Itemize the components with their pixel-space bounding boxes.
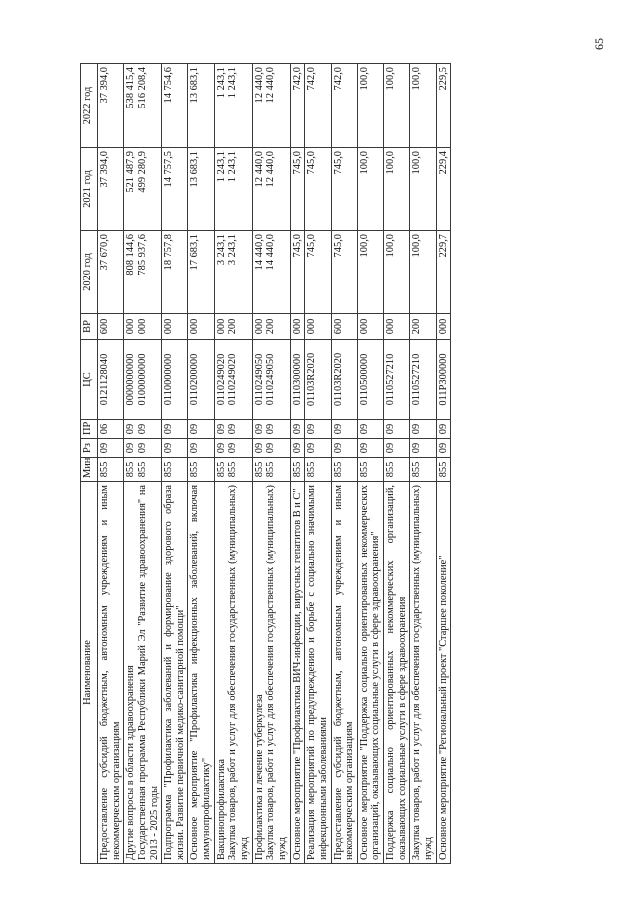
row-2020 [124,231,162,314]
row-2022: 14 754,6 [162,64,188,148]
row-rz-line: 09 [265,442,277,454]
row-name: Основное мероприятие "Профилактика инфекционных заболеваний, включая иммунопрофилактику" [188,482,214,864]
header-vr: ВР [81,314,98,340]
row-2022: 229,5 [436,64,451,148]
row-min: 855 [305,458,331,482]
row-min-line: 855 [265,461,277,478]
row-rz-line: 09 [215,442,227,454]
row-name: Основное мероприятие "Профилактика ВИЧ-инфекции, вирусных гепатитов В и С" [290,482,305,864]
row-rz: 09 [305,439,331,458]
row-vr [252,314,290,340]
row-2020: 100,0 [384,231,410,314]
row-2022: 742,0 [331,64,357,148]
row-2022 [124,64,162,148]
row-2022: 100,0 [357,64,383,148]
row-cs [214,340,252,420]
budget-table-frame [80,64,601,864]
row-pr: 09 [331,420,357,439]
row-pr: 09 [410,420,436,439]
row-min: 855 [290,458,305,482]
row-cs-line: 0110249020 [215,353,227,406]
row-name: Поддержка социально ориентированных некоммерческих организаций, оказывающих социальные услуги в сфере здравоохранения [384,482,410,864]
row-pr-line: 09 [125,423,137,435]
row-min: 855 [188,458,214,482]
header-rz: Рз [81,439,98,458]
table-row [357,64,383,864]
header-2020: 2020 год [81,231,98,314]
table-row [331,64,357,864]
row-2022-line: 1 243,1 [215,67,227,99]
row-2022: 742,0 [290,64,305,148]
row-rz: 09 [384,439,410,458]
row-min: 855 [162,458,188,482]
row-2021-line: 521 487,9 [125,151,137,193]
row-min: 855 [436,458,451,482]
row-2021-line: 1 243,1 [227,151,239,183]
row-2020: 37 670,0 [98,231,124,314]
header-min: Мин [81,458,98,482]
row-vr [214,314,252,340]
row-2022: 100,0 [410,64,436,148]
row-2020-line: 3 243,1 [227,234,239,266]
row-name: Закупка товаров, работ и услуг для обеспечения государственных (муниципальных) нужд [410,482,436,864]
row-2022-line: 12 440,0 [253,67,265,104]
row-rz: 09 [290,439,305,458]
row-rz-line: 09 [227,442,239,454]
table-row [188,64,214,864]
row-rz: 09 [436,439,451,458]
row-pr-line: 09 [265,423,277,435]
row-2021: 100,0 [357,148,383,231]
row-2020: 100,0 [357,231,383,314]
table-row [290,64,305,864]
row-2020: 745,0 [305,231,331,314]
row-2021: 229,4 [436,148,451,231]
row-cs-line: 0110249050 [265,353,277,406]
table-row [98,64,124,864]
row-rz-line: 09 [125,442,137,454]
row-2022: 742,0 [305,64,331,148]
row-pr: 06 [98,420,124,439]
row-vr-line: 200 [227,318,239,335]
row-pr-line: 09 [136,423,148,435]
row-vr: 000 [436,314,451,340]
row-pr [214,420,252,439]
table-row [252,64,290,864]
row-min: 855 [357,458,383,482]
row-vr [124,314,162,340]
row-2020-line: 808 144,6 [125,234,137,276]
row-2022: 100,0 [384,64,410,148]
row-2020: 100,0 [410,231,436,314]
row-pr: 09 [436,420,451,439]
row-vr: 000 [162,314,188,340]
row-pr-line: 09 [253,423,265,435]
row-cs: 0110527210 [410,340,436,420]
row-2022 [252,64,290,148]
row-2022-line: 538 415,4 [125,67,137,109]
row-vr: 600 [98,314,124,340]
row-vr: 600 [331,314,357,340]
row-pr: 09 [384,420,410,439]
row-name: Реализация мероприятий по предупреждению и борьбе с социально значимыми инфекционными заболеваниями [305,482,331,864]
table-row [410,64,436,864]
row-min-line: 855 [253,461,265,478]
row-2021-line: 1 243,1 [215,151,227,183]
row-rz: 09 [162,439,188,458]
row-2021 [124,148,162,231]
table-body [98,64,451,864]
row-2021: 745,0 [290,148,305,231]
row-2020-line: 14 440,0 [253,234,265,271]
row-name-line: Закупка товаров, работ и услуг для обеспечения государственных (муниципальных) нужд [227,485,251,860]
header-name: Наименование [81,482,98,864]
row-vr: 000 [305,314,331,340]
row-2021: 14 757,5 [162,148,188,231]
row-cs: 01103R2020 [331,340,357,420]
row-vr-line: 200 [265,318,277,335]
table-row [305,64,331,864]
row-cs: 0121128040 [98,340,124,420]
row-min-line: 855 [125,461,137,478]
table-row [124,64,162,864]
row-2020-line: 785 937,6 [136,234,148,276]
row-cs-line: 0110249050 [253,353,265,406]
row-cs: 0110300000 [290,340,305,420]
row-cs: 0110500000 [357,340,383,420]
row-2020 [214,231,252,314]
row-2021 [214,148,252,231]
row-2021-line: 499 280,9 [136,151,148,193]
table-row [384,64,410,864]
row-pr: 09 [305,420,331,439]
row-2021 [252,148,290,231]
table-row [436,64,451,864]
row-2021: 37 394,0 [98,148,124,231]
row-name [252,482,290,864]
row-rz [124,439,162,458]
row-2022 [214,64,252,148]
row-cs: 0110000000 [162,340,188,420]
row-2022: 37 394,0 [98,64,124,148]
row-rz-line: 09 [253,442,265,454]
row-pr [124,420,162,439]
row-cs: 01103R2020 [305,340,331,420]
row-vr: 200 [410,314,436,340]
row-pr [252,420,290,439]
row-name-line: Профилактика и лечение туберкулеза [253,694,265,860]
row-min: 855 [410,458,436,482]
row-2022-line: 1 243,1 [227,67,239,99]
row-pr: 09 [290,420,305,439]
row-2021: 745,0 [305,148,331,231]
row-pr-line: 09 [227,423,239,435]
row-name: Подпрограмма "Профилактика заболеваний и формирование здорового образа жизни. Развитие первичной медико-санитарной помощи" [162,482,188,864]
row-2021: 13 683,1 [188,148,214,231]
row-vr: 000 [188,314,214,340]
row-name: Основное мероприятие "Региональный проект "Старшее поколение" [436,482,451,864]
header-pr: ПР [81,420,98,439]
table-row [214,64,252,864]
row-cs-line: 0110249020 [227,353,239,406]
row-vr-line: 000 [125,318,137,335]
row-rz: 09 [410,439,436,458]
header-cs: ЦС [81,340,98,420]
row-min-line: 855 [215,461,227,478]
row-name-line: Вакцинопрофилактика [215,758,227,860]
row-2020: 745,0 [331,231,357,314]
row-2021: 745,0 [331,148,357,231]
row-name: Предоставление субсидий бюджетным, автономным учреждениям и иным некоммерческим организациям [331,482,357,864]
row-2022-line: 516 208,4 [136,67,148,109]
row-rz [252,439,290,458]
row-2021-line: 12 440,0 [265,151,277,188]
row-vr-line: 000 [253,318,265,335]
row-vr-line: 000 [136,318,148,335]
row-min: 855 [384,458,410,482]
row-2020 [252,231,290,314]
row-2020: 745,0 [290,231,305,314]
row-cs-line: 0100000000 [136,353,148,406]
row-2020: 17 683,1 [188,231,214,314]
row-pr: 09 [188,420,214,439]
row-vr: 000 [384,314,410,340]
row-cs: 011P300000 [436,340,451,420]
row-pr-line: 09 [215,423,227,435]
row-vr: 000 [357,314,383,340]
row-rz: 09 [331,439,357,458]
row-2022-line: 12 440,0 [265,67,277,104]
row-vr-line: 000 [215,318,227,335]
row-min [214,458,252,482]
row-cs: 0110527210 [384,340,410,420]
row-2021-line: 12 440,0 [253,151,265,188]
row-pr: 09 [357,420,383,439]
row-min [252,458,290,482]
budget-table [80,63,451,864]
row-vr: 000 [290,314,305,340]
table-header-row [81,64,98,864]
row-2020-line: 14 440,0 [265,234,277,271]
header-2022: 2022 год [81,64,98,148]
row-name: Основное мероприятие "Поддержка социально ориентированных некоммерческих организаций, оказывающих социальные услуги в сфере здравоохранения" [357,482,383,864]
row-rz [214,439,252,458]
row-2022: 13 683,1 [188,64,214,148]
row-cs [252,340,290,420]
row-name-line: Закупка товаров, работ и услуг для обеспечения государственных (муниципальных) нужд [265,485,288,860]
row-name [124,482,162,864]
row-min-line: 855 [227,461,239,478]
row-min-line: 855 [136,461,148,478]
row-name-line: Другие вопросы в области здравоохранения [125,665,137,860]
row-cs: 0110200000 [188,340,214,420]
row-min [124,458,162,482]
row-name [214,482,252,864]
row-2020-line: 3 243,1 [215,234,227,266]
row-2021: 100,0 [384,148,410,231]
row-rz-line: 09 [136,442,148,454]
row-rz: 09 [98,439,124,458]
row-min: 855 [331,458,357,482]
row-rz: 09 [188,439,214,458]
table-row [162,64,188,864]
row-rz: 09 [357,439,383,458]
row-2020: 229,7 [436,231,451,314]
row-2020: 18 757,8 [162,231,188,314]
row-2021: 100,0 [410,148,436,231]
row-name-line: Государственная программа Республики Марий Эл "Развитие здравоохранения" на 2013 - 2025 годы [136,485,160,860]
row-cs [124,340,162,420]
row-cs-line: 0000000000 [125,353,137,406]
page-number: 65 [592,38,606,50]
row-name: Предоставление субсидий бюджетным, автономным учреждениям и иным некоммерческим организациям [98,482,124,864]
header-2021: 2021 год [81,148,98,231]
row-pr: 09 [162,420,188,439]
row-min: 855 [98,458,124,482]
